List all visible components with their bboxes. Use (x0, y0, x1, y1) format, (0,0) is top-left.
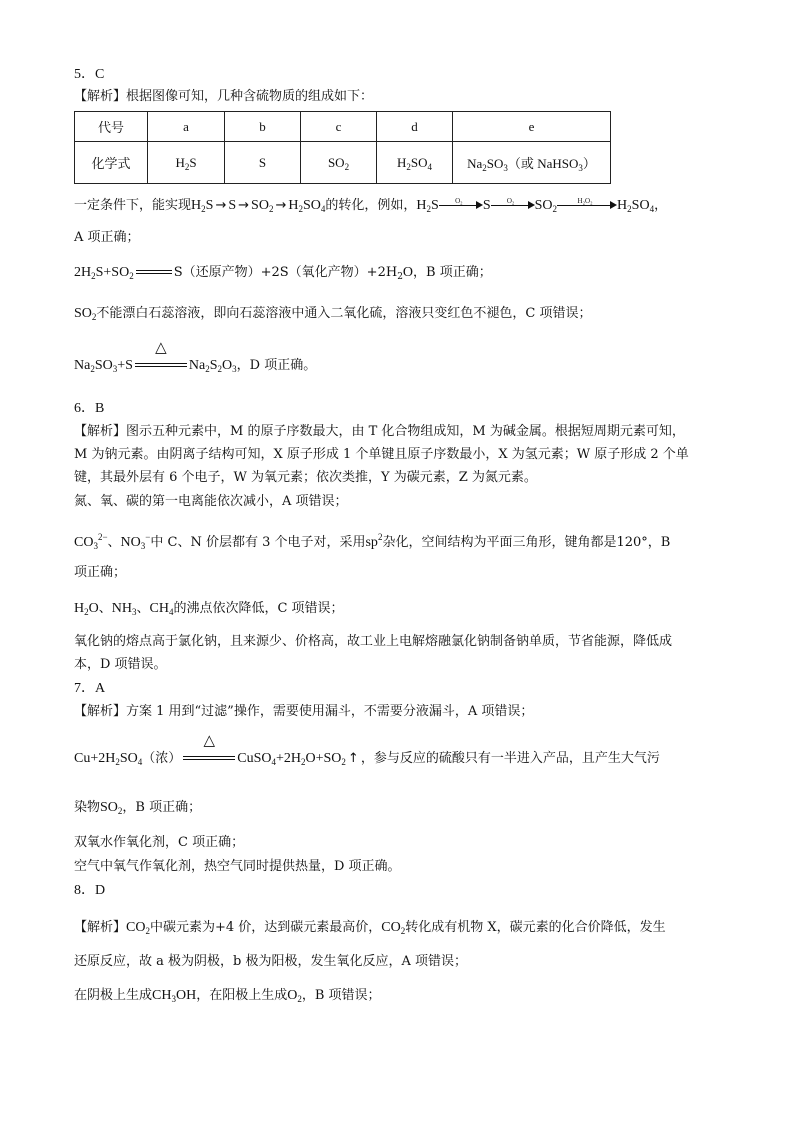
formula-h2so4: $H_2SO_4$ (377, 142, 453, 184)
q6-option-d: 氧化钠的熔点高于氯化钠，且来源少、价格高，故工业上电解熔融氯化钠制备钠单质，节省能源，降低成 (74, 634, 673, 649)
q6-paragraph: M 为钠元素。由阴离子结构可知，X 原子形成 1 个单键且原子序数最小，X 为氢元素；W 原子形成 2 个单 (74, 447, 689, 462)
table-header-cell: d (377, 112, 453, 142)
q5-analysis-intro: 【解析】根据图像可知，几种含硫物质的组成如下： (74, 89, 374, 104)
q8-option-a: 还原反应，故 a 极为阴极，b 极为阳极，发生氧化反应，A 项错误； (74, 954, 467, 969)
q5-option-d: $Na_2SO_3+S$ △ $Na_2S_2O_3$，D 项正确。 (74, 338, 317, 374)
reaction-arrow: H₂O₂ (557, 196, 617, 214)
q7-option-d: 空气中氧气作氧化剂，热空气同时提供热量，D 项正确。 (74, 859, 401, 874)
table-header-cell: b (225, 112, 301, 142)
q6-answer: 6．B (74, 401, 105, 416)
q5-option-c: $SO_2$不能漂白石蕊溶液，即向石蕊溶液中通入二氧化硫，溶液只变红色不褪色，C 项错误； (74, 306, 592, 322)
q5-option-a: A 项正确； (74, 230, 140, 245)
heating-equals-sign: △ (181, 749, 237, 767)
q8-answer: 8．D (74, 883, 106, 898)
table-header-cell: c (301, 112, 377, 142)
formula-so2: $SO_2$ (301, 142, 377, 184)
sulfur-compound-table (74, 111, 611, 184)
formula-na2so3: $Na_2SO_3$（或 NaHSO$_3$） (453, 142, 611, 184)
table-row-label: 化学式 (75, 142, 148, 184)
formula-s: S (225, 142, 301, 184)
q6-option-d-cont: 本，D 项错误。 (74, 657, 167, 672)
q7-option-a: 【解析】方案 1 用到“过滤”操作，需要使用漏斗，不需要分液漏斗，A 项错误； (74, 704, 534, 719)
equals-sign (134, 263, 174, 281)
reaction-arrow: O₂ (491, 196, 535, 214)
q6-option-c: $H_2O$、$NH_3$、$CH_4$的沸点依次降低，C 项错误； (74, 601, 344, 617)
q5-conversion-line: 一定条件下，能实现$H_2S \to S \to SO_2 \to H_2SO_4$的转化，例如，$H_2S$ O₂ S O₂ $SO_2$ H₂O₂ $H_2SO_4$， (74, 197, 668, 214)
q6-option-a: 氮、氧、碳的第一电离能依次减小，A 项错误； (74, 494, 348, 509)
table-header-cell: e (453, 112, 611, 142)
table-row (75, 112, 611, 142)
q6-paragraph: 【解析】图示五种元素中，M 的原子序数最大，由 T 化合物组成知，M 为碱金属。根据短周期元素可知， (74, 424, 685, 439)
q7-equation-line: $Cu+2H_2SO_4$（浓） △ $CuSO_4+2H_2O+SO_2$ ↑ ，参与反应的硫酸只有一半进入产品，且产生大气污 (74, 731, 660, 767)
table-header-cell: a (148, 112, 225, 142)
q5-option-b: $2H_2S+SO_2$ S（还原产物）+2S（氧化产物）$+2H_2O$，B 项正确； (74, 265, 492, 282)
q6-option-b: $CO_3^{2-}$、$NO_3^-$中 C、N 价层都有 3 个电子对，采用$sp^2$杂化，空间结构为平面三角形，键角都是120°，B (74, 532, 671, 551)
q5-answer: 5．C (74, 67, 105, 82)
formula-h2s: $H_2S$ (148, 142, 225, 184)
q8-paragraph: 【解析】$CO_2$中碳元素为+4 价，达到碳元素最高价，$CO_2$转化成有机物 X，碳元素的化合价降低，发生 (74, 920, 666, 936)
heating-equals-sign: △ (133, 356, 189, 374)
q7-answer: 7．A (74, 681, 106, 696)
reaction-arrow: O₂ (439, 196, 483, 214)
table-row (75, 142, 611, 184)
q6-paragraph: 键，其最外层有 6 个电子，W 为氧元素；依次类推，Y 为碳元素，Z 为氮元素。 (74, 470, 537, 485)
q7-option-c: 双氧水作氧化剂，C 项正确； (74, 835, 245, 850)
q6-option-b-cont: 项正确； (74, 565, 127, 580)
table-header-cell: 代号 (75, 112, 148, 142)
q7-option-b: 染物$SO_2$，B 项正确； (74, 800, 202, 816)
q8-option-b: 在阴极上生成$CH_3OH$，在阳极上生成$O_2$，B 项错误； (74, 988, 381, 1004)
